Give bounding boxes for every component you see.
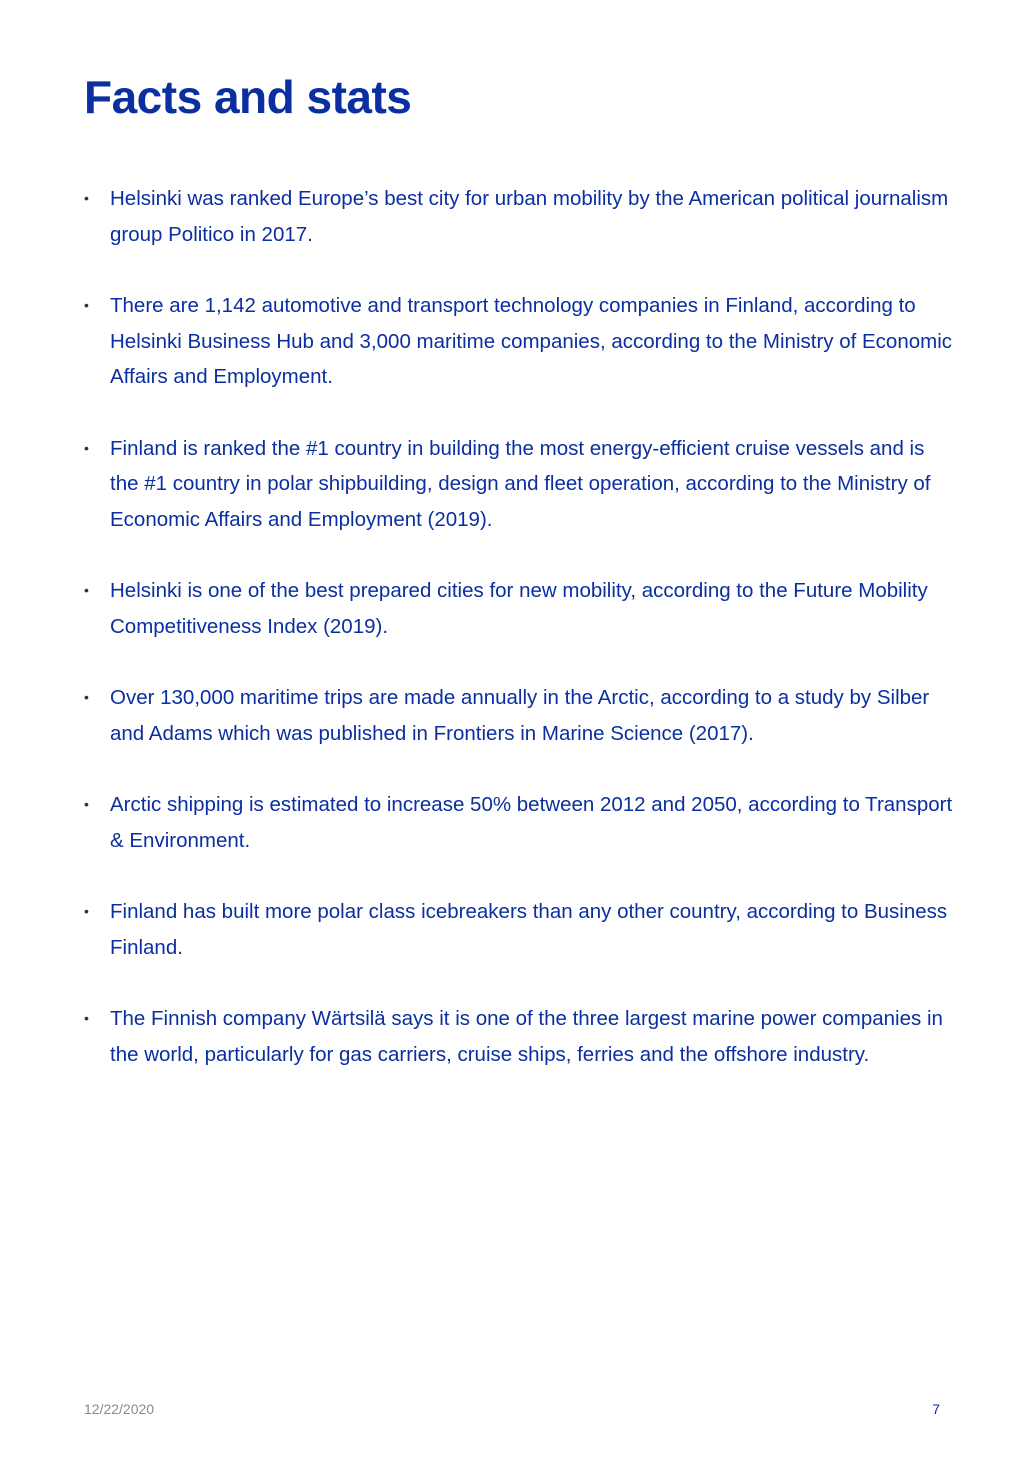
fact-text: Arctic shipping is estimated to increase 50% between 2012 and 2050, according to Transport & Environment. xyxy=(110,793,953,852)
bullet-icon: • xyxy=(84,439,89,456)
fact-text: Helsinki was ranked Europe’s best city for urban mobility by the American political journalism group Politico in 2017. xyxy=(110,187,949,246)
list-item xyxy=(84,288,954,395)
list-item xyxy=(84,680,954,751)
fact-text: Finland is ranked the #1 country in building the most energy-efficient cruise vessels and is the #1 country in polar shipbuilding, design and fleet operation, according to the Ministry of Economic Affairs and Employment (2019). xyxy=(110,436,931,531)
page-title: Facts and stats xyxy=(84,71,412,123)
list-item xyxy=(84,787,954,858)
bullet-icon: • xyxy=(84,689,89,705)
bullet-icon: • xyxy=(84,796,89,812)
list-item xyxy=(84,573,954,644)
list-item xyxy=(84,1001,954,1072)
bullet-icon: • xyxy=(84,582,89,598)
bullet-icon: • xyxy=(84,297,89,313)
list-item xyxy=(84,181,954,252)
fact-text: The Finnish company Wärtsilä says it is one of the three largest marine power companies in the world, particularly for gas carriers, cruise ships, ferries and the offshore industry. xyxy=(110,1007,943,1066)
bullet-icon: • xyxy=(84,903,89,919)
bullet-icon: • xyxy=(84,190,89,206)
list-item xyxy=(84,894,954,965)
bullet-icon: • xyxy=(84,1010,89,1026)
list-item xyxy=(84,431,954,538)
page-number: 7 xyxy=(932,1401,940,1417)
footer-date: 12/22/2020 xyxy=(84,1401,155,1417)
fact-text: There are 1,142 automotive and transport technology companies in Finland, according to Helsinki Business Hub and 3,000 maritime companies, according to the Ministry of Economic Affairs and Employment. xyxy=(110,294,953,388)
fact-text: Over 130,000 maritime trips are made annually in the Arctic, according to a study by Silber and Adams which was published in Frontiers in Marine Science (2017). xyxy=(110,686,930,745)
fact-text: Helsinki is one of the best prepared cities for new mobility, according to the Future Mobility Competitiveness Index (2019). xyxy=(110,579,928,638)
fact-text: Finland has built more polar class icebreakers than any other country, according to Business Finland. xyxy=(110,900,948,959)
facts-list xyxy=(84,181,954,1108)
